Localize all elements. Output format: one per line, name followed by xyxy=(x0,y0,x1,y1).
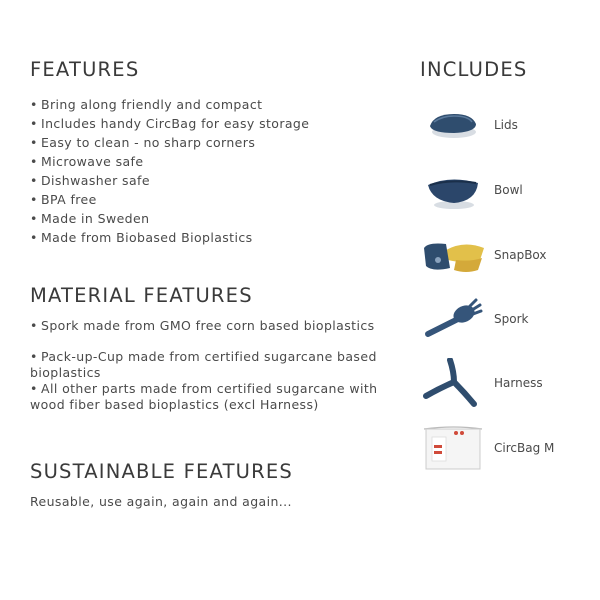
include-item-label: Lids xyxy=(494,118,518,132)
circbag-icon xyxy=(420,423,486,475)
list-item: • Microwave safe xyxy=(30,154,144,169)
include-item-label: CircBag M xyxy=(494,441,555,455)
list-item: • Spork made from GMO free corn based bioplastics xyxy=(30,318,375,333)
includes-column xyxy=(420,0,590,600)
features-list xyxy=(30,95,400,247)
include-item-harness xyxy=(420,358,590,418)
lids-icon xyxy=(420,100,486,152)
harness-icon xyxy=(420,358,486,410)
list-item: • Easy to clean - no sharp corners xyxy=(30,135,256,150)
list-item: • Bring along friendly and compact xyxy=(30,97,263,112)
include-item-snapbox xyxy=(420,230,590,290)
list-item: • Made from Biobased Bioplastics xyxy=(30,230,253,245)
material-features-list xyxy=(30,316,400,335)
include-item-label: Spork xyxy=(494,312,529,326)
include-item-label: SnapBox xyxy=(494,248,547,262)
material-features-list-2 xyxy=(30,349,400,413)
include-item-lids xyxy=(420,100,590,160)
include-item-bowl xyxy=(420,165,590,225)
list-item: • BPA free xyxy=(30,192,97,207)
bowl-icon xyxy=(420,165,486,217)
include-item-circbag xyxy=(420,423,590,483)
include-item-spork xyxy=(420,294,590,354)
sustainable-features-heading: SUSTAINABLE FEATURES xyxy=(30,460,293,483)
list-item: • Pack-up-Cup made from certified sugarcane based bioplastics xyxy=(30,349,377,380)
spork-icon xyxy=(420,294,486,346)
snapbox-icon xyxy=(420,230,486,282)
list-item: • Includes handy CircBag for easy storage xyxy=(30,116,310,131)
includes-heading: INCLUDES xyxy=(420,58,528,81)
include-item-label: Bowl xyxy=(494,183,523,197)
include-item-label: Harness xyxy=(494,376,543,390)
list-item: • Made in Sweden xyxy=(30,211,150,226)
list-item: • All other parts made from certified sugarcane with wood fiber based bioplastics (excl Harness) xyxy=(30,381,378,412)
sustainable-features-text: Reusable, use again, again and again... xyxy=(30,494,292,509)
material-features-heading: MATERIAL FEATURES xyxy=(30,284,253,307)
list-item: • Dishwasher safe xyxy=(30,173,150,188)
features-heading: FEATURES xyxy=(30,58,140,81)
